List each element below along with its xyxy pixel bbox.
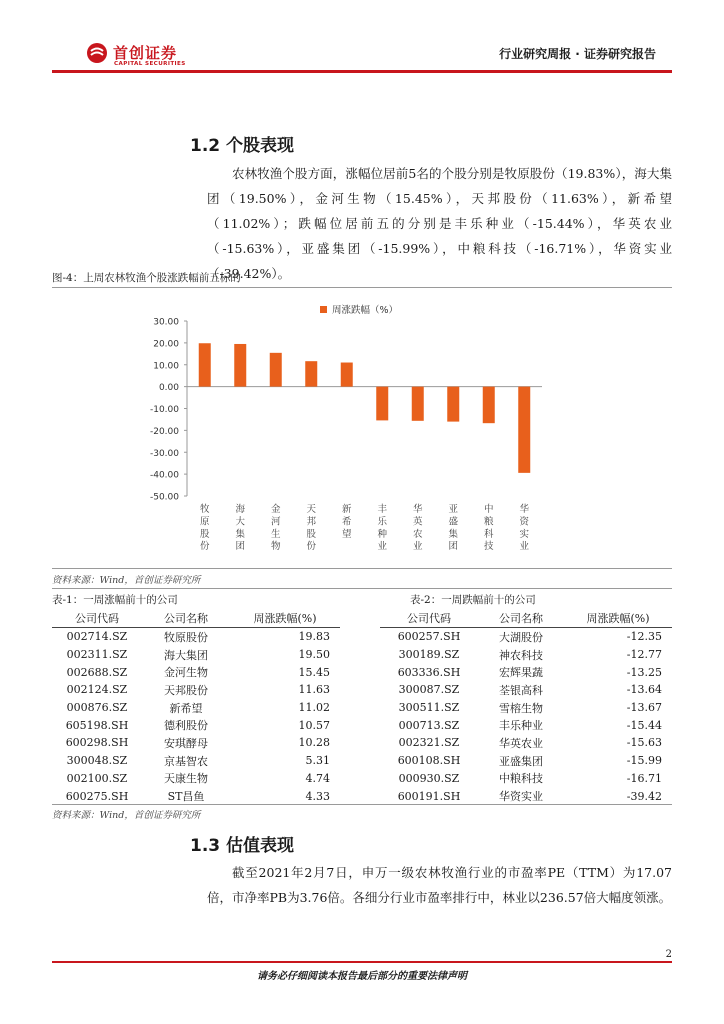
logo-text-cn: 首创证券 [113, 44, 178, 62]
cell-code: 002311.SZ [66, 648, 128, 662]
y-tick-label: -10.00 [149, 405, 179, 415]
y-tick-label: 20.00 [153, 339, 179, 350]
cell-code: 000876.SZ [66, 701, 128, 715]
paragraph-text: 截至2021年2月7日，申万一级农林牧渔行业的市盈率PE（TTM）为17.07倍，市净率PB为3.76倍。各细分行业市盈率排行中，林业以236.57倍大幅度领涨。 [207, 865, 672, 905]
x-tick-char: 大 [235, 516, 246, 528]
x-tick-char: 生 [270, 528, 281, 540]
x-tick-label [200, 503, 210, 552]
top-gainers-table [52, 609, 340, 805]
table-row [52, 716, 340, 734]
cell-change: -12.77 [626, 648, 662, 662]
cell-name: 安琪酵母 [164, 736, 208, 750]
cell-code: 603336.SH [397, 665, 461, 679]
cell-code: 300511.SZ [398, 701, 460, 715]
x-tick-label [342, 503, 352, 540]
x-tick-char: 河 [270, 516, 281, 528]
y-tick-label: -40.00 [149, 470, 179, 481]
bar-中粮科技 [483, 387, 495, 424]
cell-change: -13.25 [626, 665, 662, 679]
x-tick-char: 农 [412, 528, 423, 540]
x-tick-char: 资 [519, 516, 530, 528]
bar-丰乐种业 [376, 387, 388, 421]
x-tick-char: 英 [412, 516, 423, 528]
table2-caption: 表-2：一周跌幅前十的公司 [410, 594, 536, 606]
bar-chart [52, 288, 672, 558]
cell-change: -15.44 [626, 718, 662, 732]
cell-change: 15.45 [298, 665, 330, 679]
cell-change: -12.35 [626, 630, 662, 644]
x-tick-label [306, 504, 316, 552]
cell-change: 4.74 [305, 771, 330, 785]
x-tick-char: 科 [483, 528, 494, 540]
x-tick-char: 望 [341, 528, 352, 540]
x-tick-char: 份 [306, 541, 317, 553]
bar-亚盛集团 [447, 387, 459, 422]
x-tick-char: 种 [377, 528, 388, 540]
cell-name: 丰乐种业 [499, 719, 543, 733]
table-row [52, 770, 340, 788]
cell-name: 大湖股份 [499, 630, 543, 644]
cell-name: 荃银高科 [499, 683, 543, 697]
x-tick-char: 技 [483, 541, 494, 553]
cell-code: 300087.SZ [398, 683, 460, 697]
x-tick-char: 粮 [483, 516, 494, 528]
section-1-3-paragraph [207, 860, 672, 910]
cell-name: 金河生物 [164, 666, 208, 680]
section-heading-1-3: 1.3 估值表现 [190, 836, 295, 856]
table-source: 资料来源：Wind，首创证券研究所 [52, 810, 201, 821]
cell-change: -15.99 [626, 754, 662, 768]
x-tick-char: 丰 [377, 504, 388, 515]
cell-name: 海大集团 [164, 648, 208, 662]
cell-change: 10.28 [298, 736, 330, 750]
table-row [52, 681, 340, 699]
y-tick-label: -20.00 [149, 426, 179, 437]
bar-天邦股份 [305, 361, 317, 386]
table-row [380, 646, 672, 664]
table-row [52, 752, 340, 770]
cell-name: 华英农业 [499, 736, 543, 750]
table-row [380, 787, 672, 805]
table-row [380, 663, 672, 681]
table-bottom-rule [52, 804, 672, 805]
cell-change: 11.02 [298, 701, 330, 715]
x-tick-char: 集 [235, 528, 246, 540]
x-tick-char: 乐 [377, 516, 388, 528]
col-header-change: 周涨跌幅(%) [564, 609, 672, 628]
table-row [52, 699, 340, 717]
paragraph-text: 农林牧渔个股方面，涨幅位居前5名的个股分别是牧原股份（19.83%），海大集团（19.50%），金河生物（15.45%），天邦股份（11.63%），新希望（11.02%）；跌幅位居前五的分别是丰乐种业（-15.44%），华英农业（-15.63%），亚盛集团（-15.99%），中粮科技（-16.71%），华资实业（-39.42%）。 [207, 166, 672, 281]
footer-divider [52, 961, 672, 963]
col-header-code: 公司代码 [52, 609, 142, 628]
x-tick-char: 业 [377, 541, 388, 553]
cell-change: 11.63 [298, 683, 330, 697]
legal-disclaimer: 请务必仔细阅读本报告最后部分的重要法律声明 [257, 971, 467, 982]
x-tick-char: 物 [270, 541, 281, 553]
cell-code: 002714.SZ [66, 630, 128, 644]
x-tick-char: 亚 [448, 504, 459, 515]
x-tick-label [235, 503, 245, 552]
x-tick-char: 业 [519, 541, 530, 553]
cell-name: 雪榕生物 [499, 701, 543, 715]
cell-change: -15.63 [626, 736, 662, 750]
x-tick-char: 华 [519, 504, 530, 515]
table-row [52, 628, 340, 646]
y-tick-label: -50.00 [149, 492, 179, 503]
cell-change: 10.57 [298, 718, 330, 732]
x-tick-char: 天 [306, 504, 317, 515]
x-tick-char: 海 [235, 504, 246, 515]
cell-code: 000713.SZ [398, 718, 460, 732]
top-losers-table [380, 609, 672, 805]
cell-change: -13.67 [626, 701, 662, 715]
cell-name: 天邦股份 [164, 683, 208, 697]
cell-change: 5.31 [305, 754, 330, 768]
x-tick-char: 牧 [199, 504, 210, 515]
figure-source: 资料来源：Wind，首创证券研究所 [52, 575, 201, 586]
table-row [52, 646, 340, 664]
cell-name: 神农科技 [499, 648, 543, 662]
table-row [380, 716, 672, 734]
table-row [380, 734, 672, 752]
bar-新希望 [341, 363, 353, 387]
cell-change: 4.33 [305, 789, 330, 803]
x-tick-char: 盛 [448, 516, 459, 528]
header-divider [52, 70, 672, 73]
x-tick-char: 邦 [306, 516, 317, 528]
cell-change: -13.64 [626, 683, 662, 697]
cell-code: 000930.SZ [398, 771, 460, 785]
x-tick-label [519, 503, 529, 552]
figure-caption: 图-4：上周农林牧渔个股涨跌幅前五标的 [52, 272, 241, 284]
table-row [52, 734, 340, 752]
x-tick-char: 原 [199, 516, 210, 528]
cell-name: 德利股份 [164, 719, 208, 733]
section-heading-1-2: 1.2 个股表现 [190, 136, 295, 156]
cell-code: 600108.SH [397, 754, 461, 768]
logo-text-en: CAPITAL SECURITIES [114, 61, 186, 67]
x-tick-char: 集 [448, 528, 459, 540]
section-1-2-paragraph [207, 161, 672, 286]
table-row [380, 628, 672, 646]
table-header-row [52, 609, 340, 628]
cell-code: 605198.SH [65, 718, 129, 732]
table-top-rule [52, 588, 672, 589]
x-tick-label [484, 503, 494, 552]
bar-海大集团 [234, 344, 246, 387]
col-header-code: 公司代码 [380, 609, 478, 628]
report-type: 行业研究周报 · 证券研究报告 [499, 47, 656, 61]
x-tick-char: 业 [412, 541, 423, 553]
cell-change: -39.42 [626, 789, 662, 803]
cell-name: 宏辉果蔬 [499, 666, 543, 680]
cell-code: 600257.SH [397, 630, 461, 644]
cell-code: 002321.SZ [398, 736, 460, 750]
cell-name: 中粮科技 [499, 772, 543, 786]
cell-name: 新希望 [169, 701, 203, 715]
table-row [380, 699, 672, 717]
table-row [380, 681, 672, 699]
x-tick-char: 团 [448, 541, 459, 553]
x-tick-label [448, 504, 458, 552]
bar-华英农业 [412, 387, 424, 421]
table-row [52, 787, 340, 805]
x-tick-char: 实 [519, 528, 530, 540]
x-tick-char: 新 [341, 504, 352, 515]
cell-code: 002688.SZ [66, 665, 128, 679]
bar-华资实业 [518, 387, 530, 473]
x-tick-label [271, 503, 281, 552]
cell-code: 002100.SZ [66, 771, 128, 785]
table-row [52, 663, 340, 681]
table1-caption: 表-1：一周涨幅前十的公司 [52, 594, 178, 606]
company-logo-icon [86, 42, 108, 64]
x-tick-char: 股 [306, 528, 317, 540]
x-tick-char: 份 [199, 541, 210, 553]
x-tick-char: 股 [199, 528, 210, 540]
cell-code: 600298.SH [65, 736, 129, 750]
y-tick-label: 0.00 [158, 383, 179, 394]
cell-change: -16.71 [626, 771, 662, 785]
y-tick-label: -30.00 [149, 448, 179, 459]
y-tick-label: 30.00 [153, 317, 179, 328]
table-row [380, 770, 672, 788]
cell-code: 300048.SZ [66, 754, 128, 768]
cell-name: ST昌鱼 [167, 790, 205, 804]
x-tick-char: 金 [270, 504, 281, 515]
cell-change: 19.50 [298, 648, 330, 662]
col-header-name: 公司名称 [142, 609, 230, 628]
figure-bottom-rule [52, 568, 672, 569]
x-tick-label [413, 503, 423, 552]
cell-code: 002124.SZ [66, 683, 128, 697]
col-header-change: 周涨跌幅(%) [230, 609, 340, 628]
cell-name: 天康生物 [164, 772, 208, 786]
cell-name: 牧原股份 [164, 630, 208, 644]
y-tick-label: 10.00 [153, 361, 179, 372]
cell-name: 华资实业 [499, 790, 543, 804]
bar-金河生物 [270, 353, 282, 387]
legend-swatch [320, 306, 327, 313]
page-number: 2 [665, 949, 672, 960]
cell-name: 京基智农 [164, 754, 208, 768]
x-tick-char: 希 [341, 516, 352, 528]
cell-change: 19.83 [298, 630, 330, 644]
cell-code: 300189.SZ [398, 648, 460, 662]
table-header-row [380, 609, 672, 628]
x-tick-label [377, 503, 387, 552]
bar-牧原股份 [199, 343, 211, 386]
cell-code: 600191.SH [397, 789, 461, 803]
legend-label: 周涨跌幅（%） [332, 305, 399, 316]
x-tick-char: 华 [412, 504, 423, 515]
cell-name: 亚盛集团 [499, 754, 543, 768]
cell-code: 600275.SH [65, 789, 129, 803]
col-header-name: 公司名称 [478, 609, 564, 628]
table-row [380, 752, 672, 770]
x-tick-char: 团 [235, 541, 246, 553]
x-tick-char: 中 [483, 504, 494, 515]
